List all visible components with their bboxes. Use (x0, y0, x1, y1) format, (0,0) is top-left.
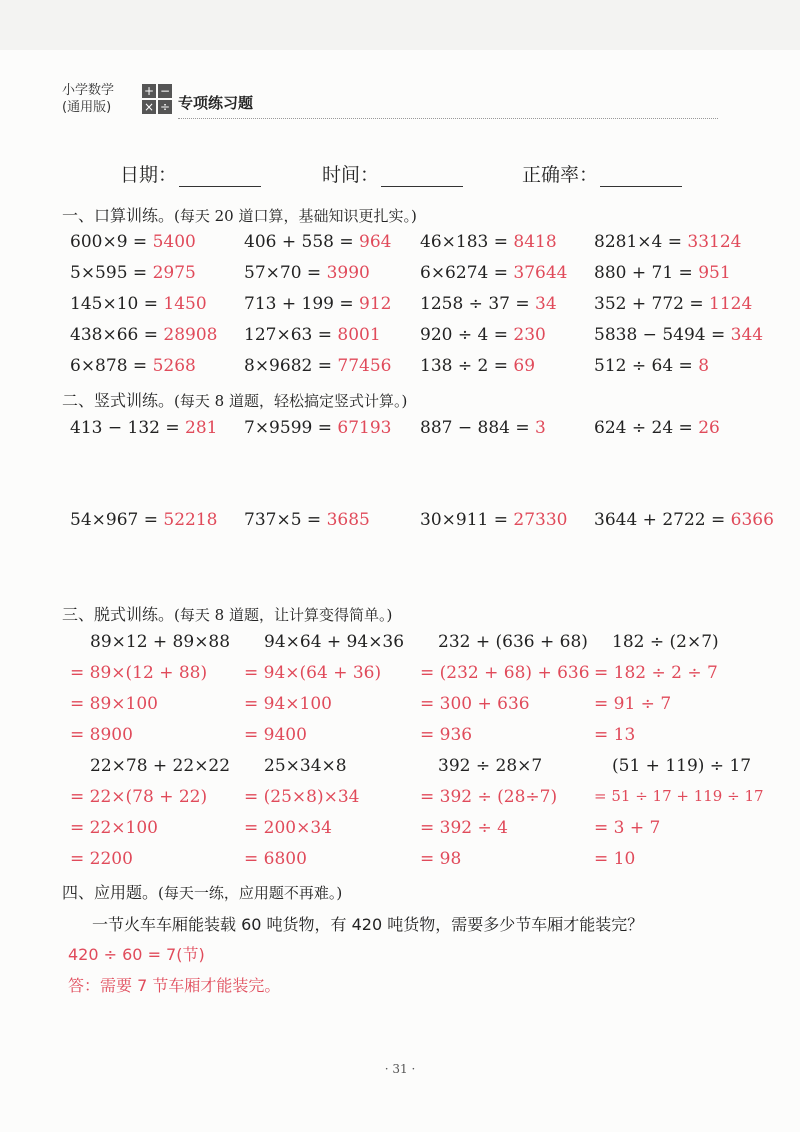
section1-heading: 一、口算训练。 (62, 206, 175, 225)
s2-item: 737×5 = 3685 (244, 510, 370, 530)
brand-line2: (通用版) (62, 100, 112, 115)
s3-step: = 2200 (70, 849, 133, 869)
s3-step: = (232 + 68) + 636 (420, 663, 590, 683)
s1-item: 6×878 = 5268 (70, 356, 196, 376)
s3-step: = 89×100 (70, 694, 158, 714)
page-number: · 31 · (384, 1062, 416, 1076)
brand-line1: 小学数学 (62, 83, 115, 98)
s3-question: 182 ÷ (2×7) (612, 632, 719, 652)
time-label: 时间： (322, 164, 380, 186)
accuracy-label: 正确率： (522, 164, 599, 186)
s1-item: 512 ÷ 64 = 8 (594, 356, 710, 376)
s3-step: = 8900 (70, 725, 133, 745)
s3-question: 22×78 + 22×22 (90, 756, 231, 776)
section2-heading: 二、竖式训练。 (62, 391, 175, 410)
s1-item: 406 + 558 = 964 (244, 232, 392, 252)
s3-question: 392 ÷ 28×7 (438, 756, 543, 776)
s3-step: = 22×100 (70, 818, 158, 838)
s3-question: 25×34×8 (264, 756, 347, 776)
header-divider (178, 118, 718, 119)
accuracy-blank (600, 166, 682, 187)
s3-step: = 392 ÷ (28÷7) (420, 787, 558, 807)
s1-item: 5×595 = 2975 (70, 263, 196, 283)
math-ops-icon (142, 84, 174, 116)
section4-title (62, 880, 342, 903)
s3-step: = 6800 (244, 849, 307, 869)
date-blank (179, 166, 261, 187)
section2-note: (每天 8 道题，轻松搞定竖式计算。) (174, 392, 408, 410)
word-problem-answer: 答：需要 7 节车厢才能装完。 (68, 976, 281, 995)
s1-item: 5838 − 5494 = 344 (594, 325, 764, 345)
s3-question: 94×64 + 94×36 (264, 632, 405, 652)
accuracy-field (522, 160, 682, 187)
s3-step: = 94×(64 + 36) (244, 663, 382, 683)
s2-item: 7×9599 = 67193 (244, 418, 392, 438)
s3-step: = 392 ÷ 4 (420, 818, 508, 838)
s3-step: = 3 + 7 (594, 818, 661, 838)
s1-item: 8×9682 = 77456 (244, 356, 392, 376)
info-row (0, 160, 800, 190)
section1-note: (每天 20 道口算，基础知识更扎实。) (174, 207, 417, 225)
s3-step: = 98 (420, 849, 462, 869)
s1-item: 145×10 = 1450 (70, 294, 207, 314)
s3-step: = 182 ÷ 2 ÷ 7 (594, 663, 718, 683)
s2-item: 54×967 = 52218 (70, 510, 218, 530)
s1-item: 8281×4 = 33124 (594, 232, 742, 252)
section3-title (62, 602, 392, 625)
s1-item: 920 ÷ 4 = 230 (420, 325, 546, 345)
s3-step: = 91 ÷ 7 (594, 694, 672, 714)
times-icon: × (143, 100, 155, 114)
s1-item: 46×183 = 8418 (420, 232, 557, 252)
s1-item: 880 + 71 = 951 (594, 263, 731, 283)
page-header (62, 82, 722, 122)
s3-step: = 936 (420, 725, 473, 745)
top-shade (0, 0, 800, 50)
time-field (322, 160, 463, 187)
divide-icon: ÷ (159, 100, 171, 114)
s3-question: 232 + (636 + 68) (438, 632, 588, 652)
s1-item: 600×9 = 5400 (70, 232, 196, 252)
minus-icon: − (159, 84, 171, 98)
s1-item: 138 ÷ 2 = 69 (420, 356, 536, 376)
s1-item: 438×66 = 28908 (70, 325, 218, 345)
s2-item: 887 − 884 = 3 (420, 418, 546, 438)
s3-step: = 94×100 (244, 694, 332, 714)
word-problem: 一节火车车厢能装载 60 吨货物，有 420 吨货物，需要多少节车厢才能装完？ (92, 915, 644, 934)
section4-note: (每天一练，应用题不再难。) (158, 884, 343, 902)
s1-item: 352 + 772 = 1124 (594, 294, 753, 314)
s3-step: = 300 + 636 (420, 694, 530, 714)
s2-item: 413 − 132 = 281 (70, 418, 218, 438)
date-field (120, 160, 261, 187)
section2-title (62, 388, 407, 411)
s3-step: = 89×(12 + 88) (70, 663, 208, 683)
brand-label (62, 82, 114, 116)
section1-title (62, 203, 417, 226)
s3-step: = 9400 (244, 725, 307, 745)
time-blank (381, 166, 463, 187)
plus-icon: + (143, 84, 155, 98)
s3-question: (51 + 119) ÷ 17 (612, 756, 752, 776)
s1-item: 127×63 = 8001 (244, 325, 381, 345)
s3-question: 89×12 + 89×88 (90, 632, 231, 652)
s1-item: 1258 ÷ 37 = 34 (420, 294, 557, 314)
section3-heading: 三、脱式训练。 (62, 605, 175, 624)
word-problem-solution: 420 ÷ 60 = 7(节) (68, 945, 205, 964)
section4-heading: 四、应用题。 (62, 883, 159, 902)
s1-item: 6×6274 = 37644 (420, 263, 568, 283)
s1-item: 713 + 199 = 912 (244, 294, 392, 314)
s1-item: 57×70 = 3990 (244, 263, 370, 283)
section3-note: (每天 8 道题，让计算变得简单。) (174, 606, 393, 624)
date-label: 日期： (120, 164, 178, 186)
s2-item: 624 ÷ 24 = 26 (594, 418, 720, 438)
s3-step: = 51 ÷ 17 + 119 ÷ 17 (594, 787, 764, 805)
header-title: 专项练习题 (178, 94, 254, 112)
s3-step: = 200×34 (244, 818, 332, 838)
s3-step: = 13 (594, 725, 636, 745)
s2-item: 3644 + 2722 = 6366 (594, 510, 774, 530)
s3-step: = (25×8)×34 (244, 787, 360, 807)
s3-step: = 22×(78 + 22) (70, 787, 208, 807)
s2-item: 30×911 = 27330 (420, 510, 568, 530)
s3-step: = 10 (594, 849, 636, 869)
